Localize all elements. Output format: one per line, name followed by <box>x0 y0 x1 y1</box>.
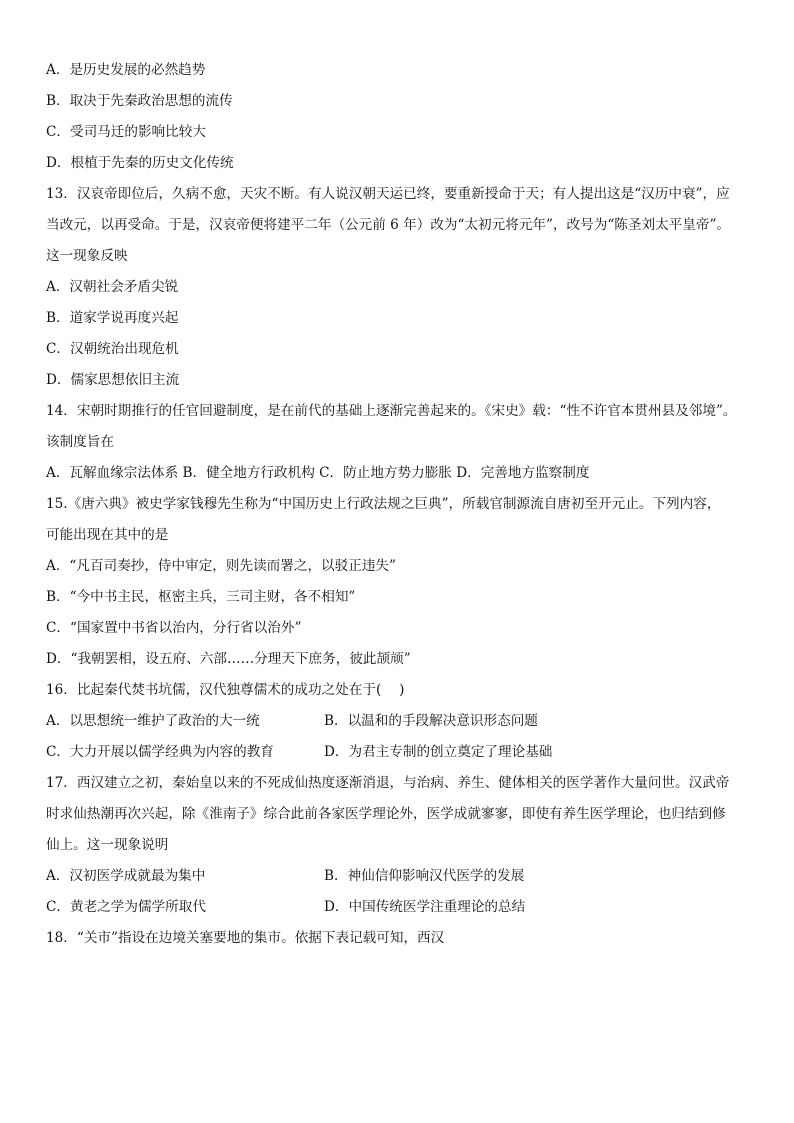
q15-stem-line1: 15.《唐六典》被史学家钱穆先生称为“中国历史上行政法规之巨典”，所载官制源流自唐初至开元止。下列内容， <box>46 496 721 512</box>
q15-option-b: B．“今中书主民，枢密主兵，三司主财，各不相知” <box>46 589 356 605</box>
q17-stem-line1: 17．西汉建立之初，秦始皇以来的不死成仙热度逐渐消退，与治病、养生、健体相关的医学著作大量问世。汉武帝 <box>46 775 730 791</box>
q13-stem-line1: 13．汉哀帝即位后，久病不愈，天灾不断。有人说汉朝天运已终，要重新授命于天；有人提出这是“汉历中衰”，应 <box>46 186 730 202</box>
q13-option-c: C．汉朝统治出现危机 <box>46 341 179 357</box>
q16-option-c: C．大力开展以儒学经典为内容的教育 <box>46 744 274 760</box>
q13-stem-line3: 这一现象反映 <box>46 248 128 264</box>
q15-option-c: C．“国家置中书省以治内，分行省以治外” <box>46 620 302 636</box>
q17-option-d: D．中国传统医学注重理论的总结 <box>324 899 526 915</box>
q17-option-b: B．神仙信仰影响汉代医学的发展 <box>324 868 525 884</box>
q12-option-c: C．受司马迁的影响比较大 <box>46 124 206 140</box>
q12-option-a: A．是历史发展的必然趋势 <box>46 62 206 78</box>
q17-stem-line2: 时求仙热潮再次兴起，除《淮南子》综合此前各家医学理论外，医学成就寥寥，即使有养生医学理论，也归结到修 <box>46 806 726 822</box>
q16-option-d: D．为君主专制的创立奠定了理论基础 <box>324 744 553 760</box>
q17-option-a: A．汉初医学成就最为集中 <box>46 868 206 884</box>
q16-stem: 16．比起秦代焚书坑儒，汉代独尊儒术的成功之处在于( ) <box>46 682 405 698</box>
q14-stem-line1: 14．宋朝时期推行的任官回避制度，是在前代的基础上逐渐完善起来的。《宋史》载：“性不许官本贯州县及邻境”。 <box>46 403 737 419</box>
q12-option-b: B．取决于先秦政治思想的流传 <box>46 93 233 109</box>
q16-options-row2 <box>46 737 754 768</box>
q15-option-d: D．“我朝罢相，设五府、六部……分理天下庶务，彼此颉颃” <box>46 651 411 667</box>
q13-stem-line2: 当改元，以再受命。于是，汉哀帝便将建平二年（公元前 6 年）改为“太初元将元年”，改号为“陈圣刘太平皇帝”。 <box>46 217 730 233</box>
q17-options-row1 <box>46 861 754 892</box>
q17-option-c: C．黄老之学为儒学所取代 <box>46 899 206 915</box>
q16-options-row1 <box>46 706 754 737</box>
q13-option-d: D．儒家思想依旧主流 <box>46 372 180 388</box>
q12-option-d: D．根植于先秦的历史文化传统 <box>46 155 234 171</box>
q15-stem-line2: 可能出现在其中的是 <box>46 527 169 543</box>
q17-stem-line3: 仙上。这一现象说明 <box>46 837 169 853</box>
q14-stem-line2: 该制度旨在 <box>46 434 114 450</box>
q13-option-a: A．汉朝社会矛盾尖锐 <box>46 279 179 295</box>
q14-options: A．瓦解血缘宗法体系 B．健全地方行政机构 C．防止地方势力膨胀 D．完善地方监察制度 <box>46 465 590 481</box>
q15-option-a: A．“凡百司奏抄，侍中审定，则先读而署之，以驳正违失” <box>46 558 396 574</box>
q18-stem: 18．“关市”指设在边境关塞要地的集市。依据下表记载可知，西汉 <box>46 930 445 946</box>
q17-options-row2 <box>46 892 754 923</box>
q13-option-b: B．道家学说再度兴起 <box>46 310 179 326</box>
q16-option-b: B．以温和的手段解决意识形态问题 <box>324 713 538 729</box>
q16-option-a: A．以思想统一维护了政治的大一统 <box>46 713 260 729</box>
